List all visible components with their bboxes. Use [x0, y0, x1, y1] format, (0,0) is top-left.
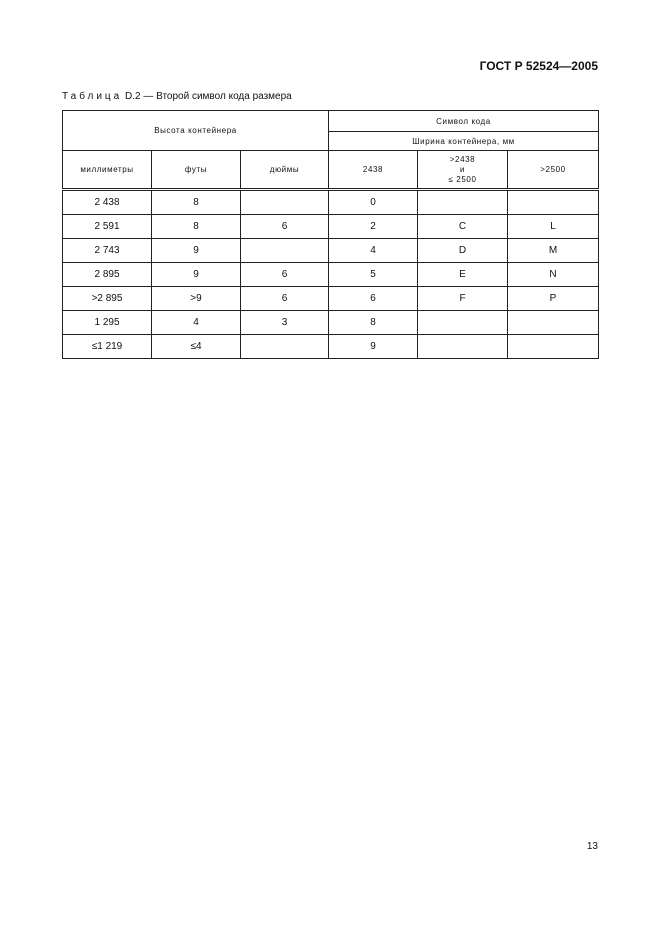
table-cell [418, 335, 508, 359]
table-cell: M [508, 239, 599, 263]
table-cell: >2 895 [63, 287, 152, 311]
table-cell: 9 [152, 239, 241, 263]
table-cell: 8 [152, 190, 241, 215]
col-header-millimeters: миллиметры [63, 151, 152, 190]
table-cell: 6 [241, 215, 329, 239]
table-cell: 8 [329, 311, 418, 335]
table-cell: P [508, 287, 599, 311]
table-body [63, 190, 599, 359]
table-cell: 2 438 [63, 190, 152, 215]
page-number: 13 [586, 841, 598, 852]
table-cell: 9 [329, 335, 418, 359]
table-cell: 0 [329, 190, 418, 215]
table-cell: 6 [329, 287, 418, 311]
table-cell [418, 190, 508, 215]
table-row [63, 215, 599, 239]
table-cell: C [418, 215, 508, 239]
code-group-header: Символ кода [329, 111, 599, 132]
table-cell: N [508, 263, 599, 287]
table-cell: 2 591 [63, 215, 152, 239]
table-cell [508, 311, 599, 335]
table-cell: 2 895 [63, 263, 152, 287]
col-header-2438-2500-line: >2438 [449, 154, 476, 164]
table-cell [241, 239, 329, 263]
table-cell [508, 335, 599, 359]
size-code-table [62, 110, 599, 359]
height-group-header: Высота контейнера [63, 111, 329, 151]
table-caption-prefix: Таблица [62, 91, 123, 102]
table-row [63, 190, 599, 215]
col-header-2438-2500 [418, 151, 508, 190]
table-cell: 1 295 [63, 311, 152, 335]
table-cell: ≤4 [152, 335, 241, 359]
table-cell: 6 [241, 287, 329, 311]
table-cell: 8 [152, 215, 241, 239]
table-row [63, 335, 599, 359]
col-header-feet: футы [152, 151, 241, 190]
col-header-over-2500: >2500 [508, 151, 599, 190]
table-cell: 4 [329, 239, 418, 263]
table-cell: D [418, 239, 508, 263]
width-group-header: Ширина контейнера, мм [329, 132, 599, 151]
table-cell [418, 311, 508, 335]
document-id: ГОСТ Р 52524—2005 [479, 59, 598, 73]
table-row [63, 263, 599, 287]
col-header-inches: дюймы [241, 151, 329, 190]
table-cell [508, 190, 599, 215]
table-cell: >9 [152, 287, 241, 311]
table-row [63, 311, 599, 335]
table-cell: ≤1 219 [63, 335, 152, 359]
table-cell: F [418, 287, 508, 311]
table-cell: 5 [329, 263, 418, 287]
table-cell: 9 [152, 263, 241, 287]
table-cell: 4 [152, 311, 241, 335]
table-cell: E [418, 263, 508, 287]
table-caption [62, 91, 292, 102]
col-header-2438: 2438 [329, 151, 418, 190]
table-cell [241, 335, 329, 359]
table-cell: 6 [241, 263, 329, 287]
table-cell [241, 190, 329, 215]
table-cell: 2 743 [63, 239, 152, 263]
table-caption-text: D.2 — Второй символ кода размера [122, 91, 292, 102]
table-cell: 3 [241, 311, 329, 335]
table-row [63, 287, 599, 311]
col-header-2438-2500-line: ≤ 2500 [448, 174, 477, 184]
table-cell: 2 [329, 215, 418, 239]
col-header-2438-2500-line: и [459, 164, 466, 174]
table-cell: L [508, 215, 599, 239]
table-row [63, 239, 599, 263]
